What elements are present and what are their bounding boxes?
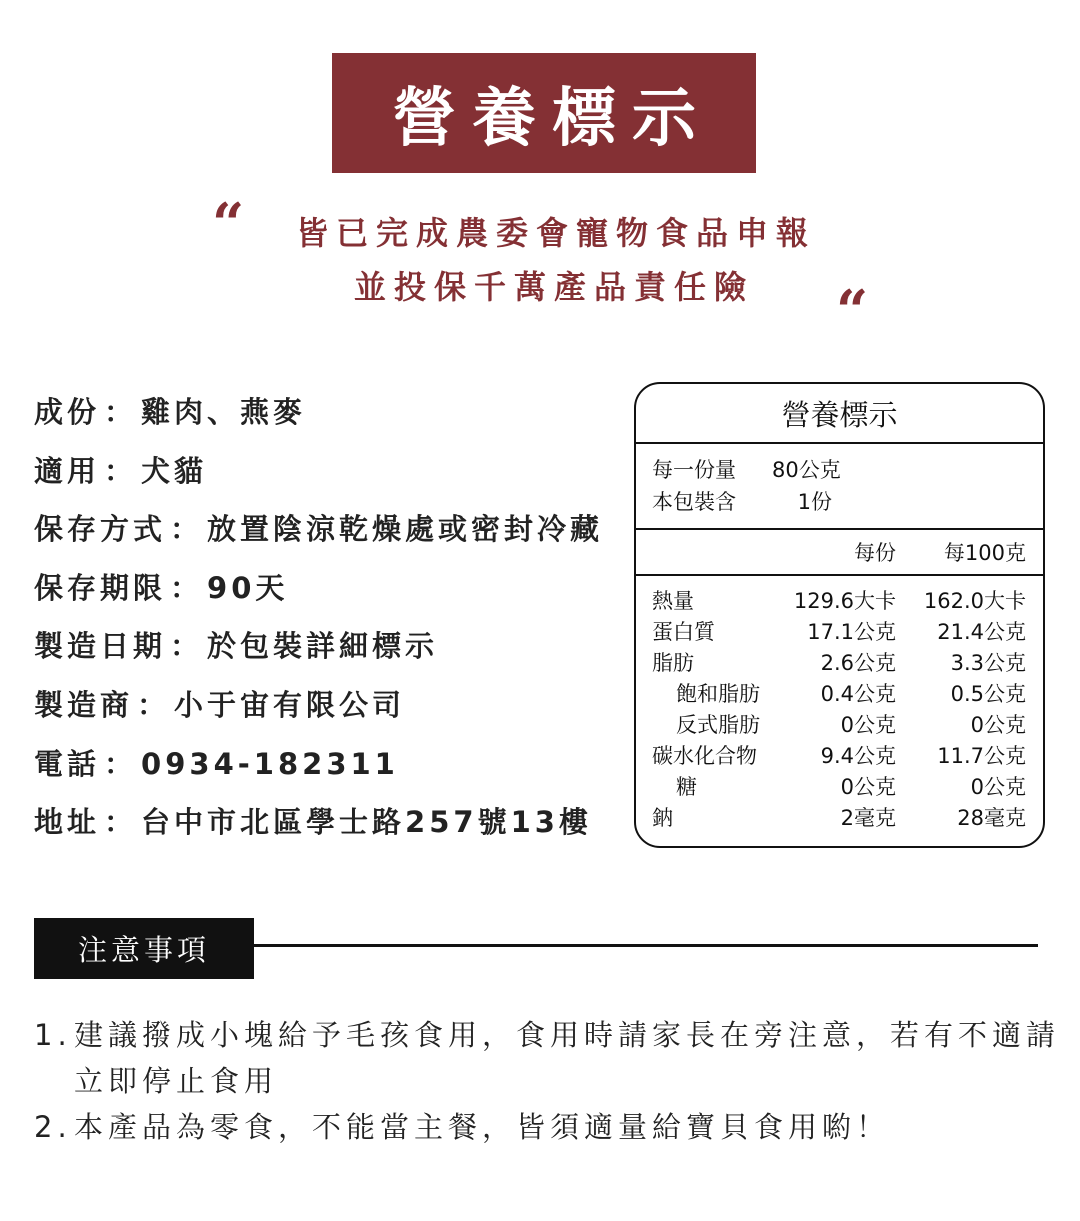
per-serving-value: 2毫克 xyxy=(840,806,896,830)
info-separator: ： xyxy=(104,805,138,840)
serving-size-row xyxy=(652,454,1043,486)
per-100g-value: 0.5公克 xyxy=(950,682,1026,706)
certification-line-1: 皆已完成農委會寵物食品申報 xyxy=(295,214,816,252)
nutrition-rows xyxy=(636,576,1043,834)
nutrient-name: 熱量 xyxy=(652,589,694,613)
info-row-ingredients xyxy=(34,390,603,449)
table-row xyxy=(636,803,1043,834)
info-row-suitable xyxy=(34,449,603,508)
nutrient-name: 蛋白質 xyxy=(652,620,715,644)
info-value: 放置陰涼乾燥處或密封冷藏 xyxy=(207,512,604,547)
info-separator: ： xyxy=(137,687,171,722)
per-serving-value: 9.4公克 xyxy=(820,744,896,768)
info-row-manufacture-date xyxy=(34,624,603,683)
close-quote-icon: “ xyxy=(836,278,869,344)
table-row xyxy=(636,679,1043,710)
nutrient-name: 飽和脂肪 xyxy=(676,682,760,706)
open-quote-icon: “ xyxy=(212,191,245,257)
product-info-list xyxy=(34,390,603,859)
info-label: 製造日期 xyxy=(34,629,167,664)
per-100g-value: 0公克 xyxy=(970,775,1026,799)
notes-list xyxy=(34,1012,1074,1150)
info-value: 台中市北區學士路257號13樓 xyxy=(141,805,592,840)
per-serving-value: 17.1公克 xyxy=(807,620,896,644)
note-text: 建議撥成小塊給予毛孩食用，食用時請家長在旁注意，若有不適請立即停止食用 xyxy=(74,1018,1061,1098)
nutrient-name: 脂肪 xyxy=(652,651,694,675)
info-value: 雞肉、燕麥 xyxy=(141,395,307,429)
info-label: 保存期限 xyxy=(34,570,167,605)
nutrition-serving-info xyxy=(636,444,1043,530)
info-value: 於包裝詳細標示 xyxy=(207,629,439,664)
info-separator: ： xyxy=(170,512,204,547)
per-100g-value: 162.0大卡 xyxy=(923,589,1026,613)
nutrient-name: 反式脂肪 xyxy=(676,713,760,737)
table-row xyxy=(636,741,1043,772)
per-serving-value: 0公克 xyxy=(840,775,896,799)
per-100g-value: 28毫克 xyxy=(957,806,1026,830)
nutrition-column-headers xyxy=(636,530,1043,576)
per-100g-value: 0公克 xyxy=(970,713,1026,737)
nutrition-facts-table xyxy=(634,382,1045,848)
info-row-phone xyxy=(34,742,603,801)
info-value: 犬貓 xyxy=(141,453,208,488)
info-label: 電話 xyxy=(34,746,101,781)
per-100g-value: 3.3公克 xyxy=(950,651,1026,675)
nutrition-title: 營養標示 xyxy=(636,384,1043,444)
notes-heading: 注意事項 xyxy=(34,918,254,979)
table-row xyxy=(636,648,1043,679)
column-per-100g: 每100克 xyxy=(943,541,1026,565)
per-serving-value: 0公克 xyxy=(840,713,896,737)
info-separator: ： xyxy=(170,629,204,664)
info-value: 小于宙有限公司 xyxy=(174,687,406,722)
note-number: 2. xyxy=(34,1110,72,1144)
per-serving-value: 129.6大卡 xyxy=(793,589,896,613)
table-row xyxy=(636,710,1043,741)
info-value: 0934-182311 xyxy=(141,746,399,781)
info-label: 適用 xyxy=(34,453,101,488)
info-separator: ： xyxy=(170,570,204,605)
serving-size-label: 每一份量 xyxy=(652,458,736,482)
info-separator: ： xyxy=(104,395,138,429)
servings-label: 本包裝含 xyxy=(652,490,736,514)
nutrient-name: 鈉 xyxy=(652,806,673,830)
servings-row xyxy=(652,486,1043,518)
info-row-shelf-life xyxy=(34,566,603,625)
info-label: 保存方式 xyxy=(34,512,167,547)
info-row-address xyxy=(34,800,603,859)
per-serving-value: 0.4公克 xyxy=(820,682,896,706)
notes-divider xyxy=(254,944,1038,947)
list-item xyxy=(34,1104,1074,1150)
info-separator: ： xyxy=(104,746,138,781)
nutrient-name: 糖 xyxy=(676,775,697,799)
info-separator: ： xyxy=(104,453,138,488)
table-row xyxy=(636,617,1043,648)
certification-line-2: 並投保千萬產品責任險 xyxy=(353,268,754,306)
page-title-banner: 營養標示 xyxy=(332,53,756,173)
per-100g-value: 11.7公克 xyxy=(937,744,1026,768)
serving-size-value: 80公克 xyxy=(772,458,841,482)
column-per-serving: 每份 xyxy=(854,541,896,565)
note-number: 1. xyxy=(34,1018,72,1052)
servings-value: 1份 xyxy=(797,490,832,514)
info-label: 製造商 xyxy=(34,687,134,722)
per-serving-value: 2.6公克 xyxy=(820,651,896,675)
table-row xyxy=(636,586,1043,617)
table-row xyxy=(636,772,1043,803)
info-row-manufacturer xyxy=(34,683,603,742)
nutrient-name: 碳水化合物 xyxy=(652,744,757,768)
note-text: 本產品為零食，不能當主餐，皆須適量給寶貝食用喲！ xyxy=(74,1110,891,1144)
per-100g-value: 21.4公克 xyxy=(937,620,1026,644)
info-row-storage xyxy=(34,507,603,566)
info-label: 成份 xyxy=(34,395,101,429)
info-label: 地址 xyxy=(34,805,101,840)
list-item xyxy=(34,1012,1074,1104)
info-value: 90天 xyxy=(207,570,289,605)
